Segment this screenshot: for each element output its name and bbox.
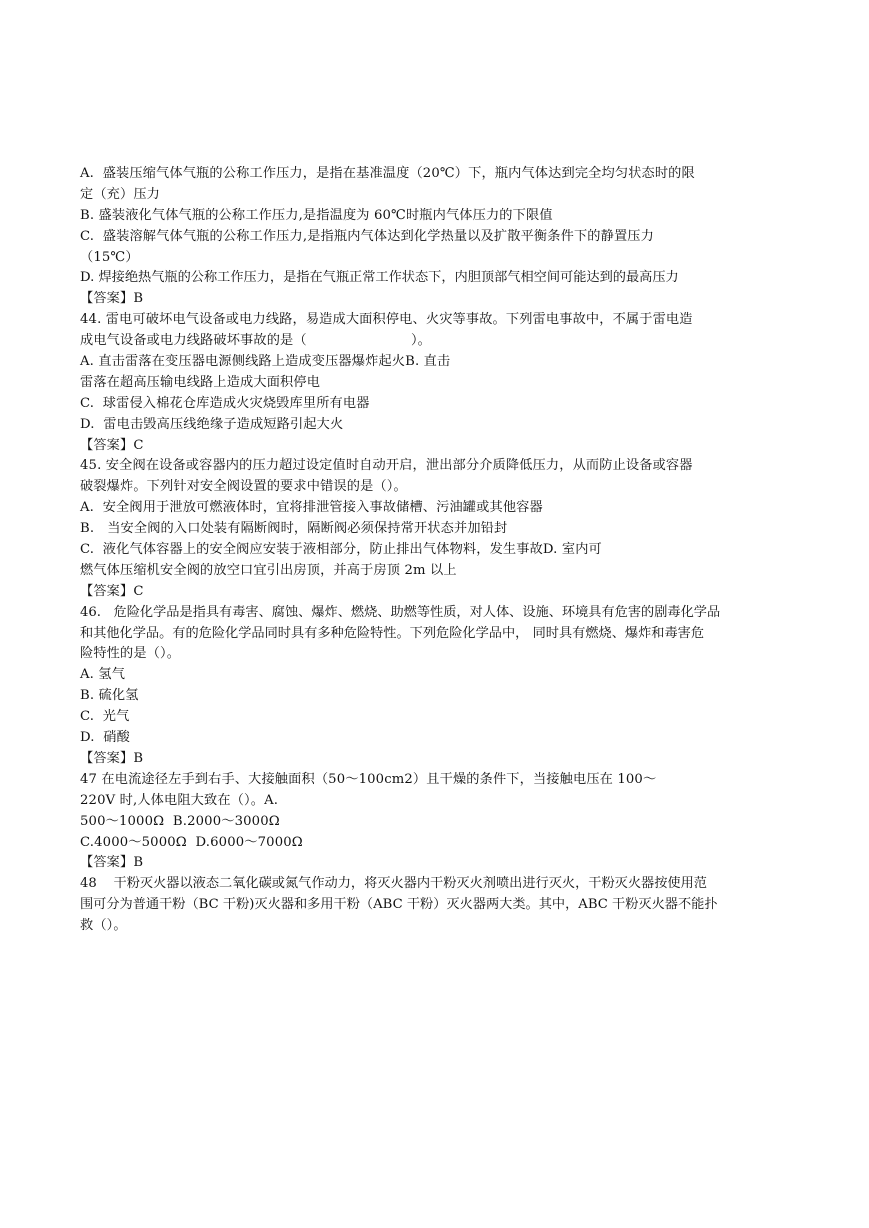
text-line: D. 焊接绝热气瓶的公称工作压力，是指在气瓶正常工作状态下，内胆顶部气相空间可能达到的最高压力 [80, 270, 679, 286]
option-line: B. 硫化氢 [80, 688, 139, 704]
option-line: 燃气体压缩机安全阀的放空口宜引出房顶，并高于房顶 2m 以上 [80, 562, 457, 578]
text-line: 围可分为普通干粉（BC 干粉)灭火器和多用干粉（ABC 干粉）灭火器两大类。其中，ABC 干粉灭火器不能扑 [80, 897, 718, 913]
option-line: C. 光气 [80, 709, 130, 725]
option-line: A. 氢气 [80, 667, 126, 683]
document-page [80, 164, 800, 937]
text-line: 救（）。 [80, 918, 127, 934]
option-line: A. 安全阀用于泄放可燃液体时，宜将排泄管接入事故储槽、污油罐或其他容器 [80, 500, 543, 516]
question-47: 47 在电流途径左手到右手、大接触面积（50～100cm2）且干燥的条件下，当接触电压在 100～ [80, 771, 657, 787]
text-line: （15℃） [80, 249, 139, 265]
text-line: B. 盛装液化气体气瓶的公称工作压力,是指温度为 60℃时瓶内气体压力的下限值 [80, 207, 553, 223]
option-line: C. 液化气体容器上的安全阀应安装于液相部分，防止排出气体物料，发生事故D. 室内可 [80, 542, 602, 558]
option-line: 500～1000Ω B.2000～3000Ω [80, 813, 280, 829]
option-line: C. 球雷侵入棉花仓库造成火灾烧毁库里所有电器 [80, 395, 370, 411]
text-line: 成电气设备或电力线路破坏事故的是（ ）。 [80, 333, 432, 349]
option-line: A. 直击雷落在变压器电源侧线路上造成变压器爆炸起火B. 直击 [80, 354, 451, 370]
question-44: 44. 雷电可破坏电气设备或电力线路，易造成大面积停电、火灾等事故。下列雷电事故中，不属于雷电造 [80, 312, 693, 328]
text-line: 220V 时,人体电阻大致在（）。A. [80, 792, 279, 808]
question-48: 48 干粉灭火器以液态二氧化碳或氮气作动力，将灭火器内干粉灭火剂喷出进行灭火，干粉灭火器按使用范 [80, 876, 707, 892]
text-line: 定（充）压力 [80, 186, 161, 202]
answer-line: 【答案】C [80, 437, 144, 453]
text-line: 和其他化学品。有的危险化学品同时具有多种危险特性。下列危险化学品中， 同时具有燃烧、爆炸和毒害危 [80, 625, 705, 641]
text-line: A. 盛装压缩气体气瓶的公称工作压力，是指在基准温度（20℃）下，瓶内气体达到完全均匀状态时的限 [80, 166, 695, 181]
text-line: 险特性的是（）。 [80, 646, 181, 662]
option-line: B. 当安全阀的入口处装有隔断阀时，隔断阀必须保持常开状态并加铅封 [80, 521, 508, 537]
answer-line: 【答案】B [80, 855, 144, 871]
option-line: D. 雷电击毁高压线绝缘子造成短路引起大火 [80, 416, 344, 432]
answer-line: 【答案】C [80, 583, 144, 599]
option-line: C.4000～5000Ω D.6000～7000Ω [80, 834, 303, 850]
text-line: 破裂爆炸。下列针对安全阀设置的要求中错误的是（）。 [80, 479, 407, 495]
answer-line: 【答案】B [80, 291, 144, 307]
option-line: 雷落在超高压输电线路上造成大面积停电 [80, 374, 321, 390]
question-45: 45. 安全阀在设备或容器内的压力超过设定值时自动开启，泄出部分介质降低压力，从而防止设备或容器 [80, 458, 693, 474]
question-46: 46. 危险化学品是指具有毒害、腐蚀、爆炸、燃烧、助燃等性质，对人体、设施、环境具有危害的剧毒化学品 [80, 604, 721, 620]
answer-line: 【答案】B [80, 750, 144, 766]
option-line: D. 硝酸 [80, 730, 130, 746]
text-line: C. 盛装溶解气体气瓶的公称工作压力,是指瓶内气体达到化学热量以及扩散平衡条件下的静置压力 [80, 228, 654, 244]
